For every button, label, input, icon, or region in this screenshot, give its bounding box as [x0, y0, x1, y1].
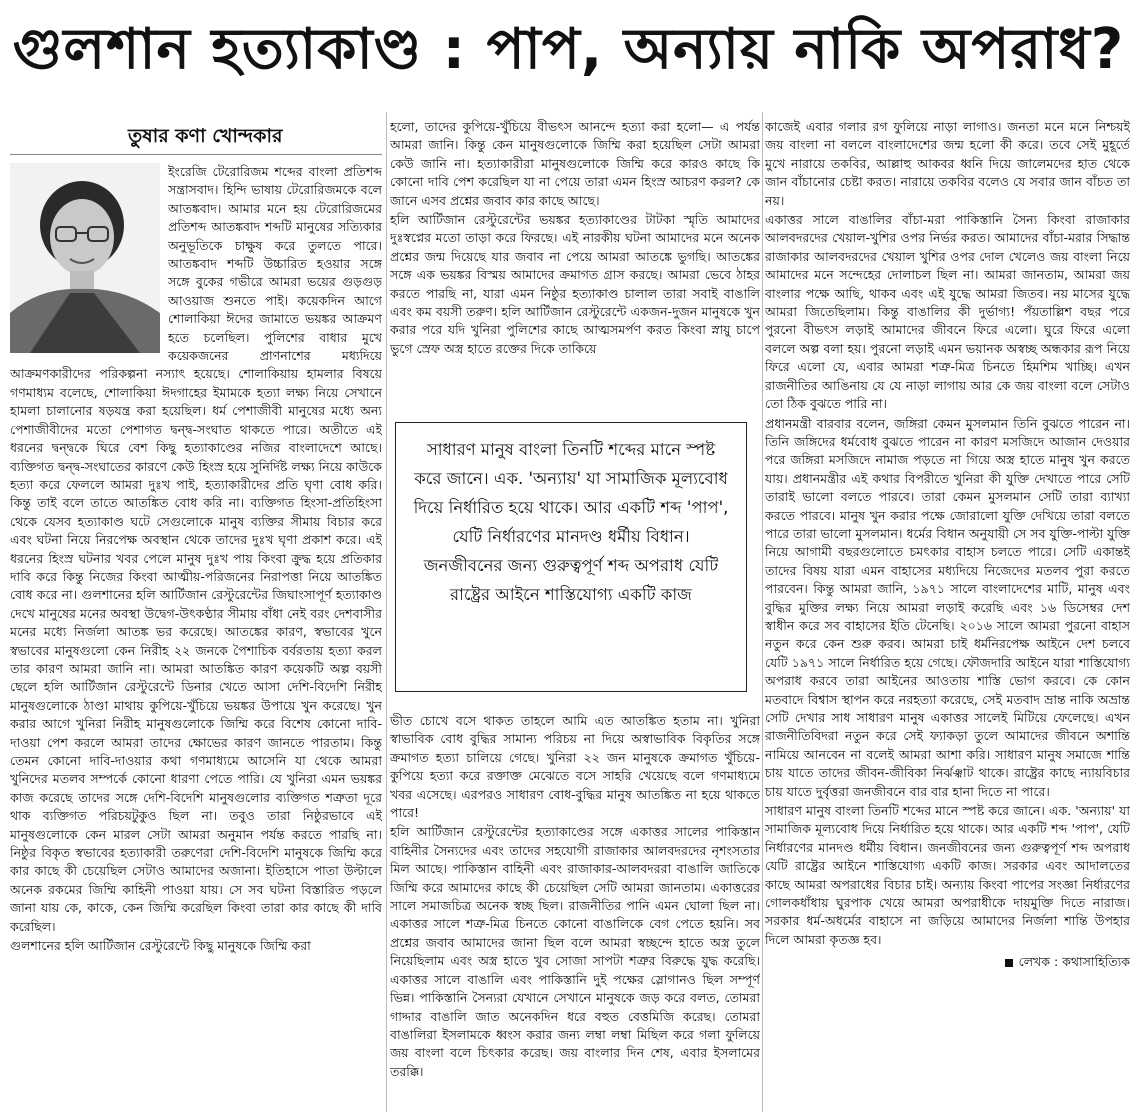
author-photo [10, 163, 160, 353]
column-divider [762, 112, 763, 1112]
paragraph: গুলশানের হলি আর্টিজান রেস্টুরেন্টে কিছু মানুষকে জিম্মি করা [10, 938, 311, 954]
author-note [765, 953, 1130, 971]
article-column-2 [390, 118, 760, 418]
column-divider [386, 112, 387, 1112]
paragraph: হলি আর্টিজান রেস্টুরেন্টের ভয়ঙ্কর হত্যাকাণ্ডের টাটকা স্মৃতি আমাদের দুঃস্বপ্নের মতো তাড়া করে ফিরছে। এই নারকীয় ঘটনা আমাদের মনে অনেক প্রশ্নের জন্ম দিয়েছে যার জবাব না পেয়ে আমরা আতঙ্কে ভুগছি। আতঙ্কের সঙ্গে এক ভয়ঙ্কর বিস্ময় আমাদের ক্রমাগত গ্রাস করছে। আমরা ভেবে ঠাহর করতে পারছি না, যারা এমন নিষ্ঠুর হত্যাকাণ্ড চালাল তারা সবাই বাঙালি এবং কম বয়সী তরুণ। হলি আর্টিজান রেস্টুরেন্টে একজন-দুজন মানুষকে খুন করার পরে যদি খুনিরা পুলিশের কাছে আত্মসমর্পণ করত কিংবা স্নায়ু চাপে ভুগে স্রেফ অস্ত্র হাতে রক্তের দিকে তাকিয়ে [390, 212, 760, 356]
paragraph: ভীত চোখে বসে থাকত তাহলে আমি এত আতঙ্কিত হতাম না। খুনিরা স্বাভাবিক বোধ বুদ্ধির সামান্য পরিচয় না দিয়ে অস্বাভাবিক বিকৃতির সঙ্গে ক্রমাগত হত্যা চালিয়ে গেছে। খুনিরা ২২ জন মানুষকে ক্রমাগত খুঁচিয়ে-কুপিয়ে হত্যা করে রক্তাক্ত মেঝেতে বসে সাহরি খেয়েছে বলে গণমাধ্যমে খবর এসেছে। এরপরও সাধারণ বোধ-বুদ্ধির মানুষ আতঙ্কিত না হয়ে থাকতে পারে! [390, 713, 760, 821]
paragraph: সাধারণ মানুষ বাংলা তিনটি শব্দের মানে স্পষ্ট করে জানে। এক. 'অন্যায়' যা সামাজিক মূল্যবোধ দিয়ে নির্ধারিত হয়ে থাকে। আর একটি শব্দ 'পাপ', যেটি নির্ধারণের মানদণ্ড ধর্মীয় বিধান। জনজীবনের জন্য গুরুত্বপূর্ণ শব্দ অপরাধ যেটি রাষ্ট্রের আইনে শাস্তিযোগ্য একটি কাজ। সরকার এবং আদালতের কাছে আমরা অপরাধের বিচার চাই। অন্যায় কিংবা পাপের সংজ্ঞা নির্ধারণের গোলকধাঁধায় ঘুরপাক খেয়ে আমরা অপরাধীকে দায়মুক্তি দিতে নারাজ। সরকার ধর্ম-অধর্মের বাহাসে না জড়িয়ে আমাদের নির্জলা শান্তি উপহার দিলে আমরা কৃতজ্ঞ হব। [765, 803, 1130, 947]
author-byline: তুষার কণা খোন্দকার [128, 125, 283, 147]
paragraph: ইংরেজি টেরোরিজম শব্দের বাংলা প্রতিশব্দ সন্ত্রাসবাদ। হিন্দি ভাষায় টেরোরিজমকে বলে আতঙ্কবাদ। আমার মনে হয় টেরোরিজমের প্রতিশব্দ আতঙ্কবাদ শব্দটি মানুষের সত্যিকার অনুভূতিকে চাক্ষুষ করে তুলতে পারে। আতঙ্কবাদ শব্দটি উচ্চারিত হওয়ার সঙ্গে সঙ্গে বুকের গভীরে আমরা ভয়ের গুড়গুড় আওয়াজ শুনতে পাই। কয়েকদিন আগে শোলাকিয়া ঈদের জামাতে ভয়ঙ্কর আক্রমণ হতে চলেছিল। পুলিশের বাধার মুখে কয়েকজনের প্রাণনাশের মধ্যদিয়ে আক্রমণকারীদের পরিকল্পনা নস্যাৎ হয়েছে। শোলাকিয়ায় হামলার বিষয়ে গণমাধ্যম বলেছে, শোলাকিয়া ঈদগাহের ইমামকে হত্যা লক্ষ্য নিয়ে সেখানে হামলা চালানোর ষড়যন্ত্র করা হয়েছিল। ধর্ম পেশাজীবী মানুষের মধ্যে অন্য পেশাজীবীদের মতো পেশাগত দ্বন্দ্ব-সংঘাত থাকতে পারে। অতীতে এই ধরনের দ্বন্দ্বকে ঘিরে বেশ কিছু হত্যাকাণ্ডের নজির বাংলাদেশে আছে। ব্যক্তিগত দ্বন্দ্ব-সংঘাতের কারণে কেউ হিংস্র হয়ে সুনির্দিষ্ট লক্ষ্য নিয়ে কাউকে হত্যা করে ফেললে আমরা দুঃখ পাই, হত্যাকারীদের প্রতি ঘৃণা বোধ করি। কিন্তু তাই বলে তাতে আতঙ্কিত বোধ করি না। ব্যক্তিগত হিংসা-প্রতিহিংসা থেকে যেসব হত্যাকাণ্ড ঘটে সেগুলোকে মানুষ ব্যক্তির সীমায় বিচার করে এবং ঘটনা নিয়ে নিরপেক্ষ অবস্থান থেকে তাদের দুঃখ ঘৃণা প্রকাশ করে। এই ধরনের হিংস্র ঘটনার খবর পেলে মানুষ দুঃখ পায় কিংবা ক্রুদ্ধ হয়ে প্রতিকার দাবি করে কিন্তু নিজের কিংবা আত্মীয়-পরিজনের নিরাপত্তা নিয়ে আতঙ্কিত বোধ করে না। গুলশানের হলি আর্টিজান রেস্টুরেন্টের জিঘাংসাপূর্ণ হত্যাকাণ্ড দেখে মানুষের মনের অবস্থা উদ্বেগ-উৎকণ্ঠার সীমায় বাঁধা নেই বরং দেশবাসীর মনের মধ্যে নির্জলা আতঙ্ক ভর করেছে। আতঙ্কের কারণ, স্বভাবের খুনে স্বভাবের মানুষগুলো কেন নিরীহ ২২ জনকে পৈশাচিক বর্বরতায় হত্যা করল তার কারণ আমরা জানি না। আমরা আতঙ্কিত কারণ কয়েকটি অল্প বয়সী ছেলে হলি আর্টিজান রেস্টুরেন্টে ডিনার খেতে আসা দেশি-বিদেশি নিরীহ মানুষগুলোকে ঠাণ্ডা মাথায় কুপিয়ে-খুঁচিয়ে ভয়ঙ্কর উপায়ে খুন করেছে। খুন করার আগে খুনিরা নিরীহ মানুষগুলোকে জিম্মি করে বিশেষ কোনো দাবি-দাওয়া পেশ করলে আমরা তাদের ক্ষোভের কারণ জানতে পারতাম। কিন্তু তেমন কোনো দাবি-দাওয়ার কথা গণমাধ্যমে আসেনি যা থেকে আমরা খুনিদের মতলব সম্পর্কে কোনো ধারণা পেতে পারি। যে খুনিরা এমন ভয়ঙ্কর কাজ করেছে তাদের সঙ্গে দেশি-বিদেশি মানুষগুলোর ব্যক্তিগত শত্রুতা দূরে থাক ব্যক্তিগত পরিচয়টুকুও ছিল না। তবুও তারা নিষ্ঠুরভাবে এই মানুষগুলোকে কেন মারল সেটা আমরা অনুমান পর্যন্ত করতে পারছি না। নিষ্ঠুর বিকৃত স্বভাবের হত্যাকারী তরুণেরা দেশি-বিদেশি মানুষকে জিম্মি করে কার কাছে কী চেয়েছিল সেটাও আমাদের অজানা। ইতিহাসে পাতা উল্টালে অনেক রকমের জিম্মি কাহিনী পাওয়া যায়। সে সব ঘটনা বিস্তারিত পড়লে জানা যায় কে, কাকে, কেন জিম্মি করেছিল কিংবা তারা কার কাছে কী দাবি করেছিল। [10, 164, 382, 934]
pull-quote-box: সাধারণ মানুষ বাংলা তিনটি শব্দের মানে স্পষ্ট করে জানে। এক. 'অন্যায়' যা সামাজিক মূল্যবোধ দিয়ে নির্ধারিত হয়ে থাকে। আর একটি শব্দ 'পাপ', যেটি নির্ধারণের মানদণ্ড ধর্মীয় বিধান। জনজীবনের জন্য গুরুত্বপূর্ণ শব্দ অপরাধ যেটি রাষ্ট্রের আইনে শাস্তিযোগ্য একটি কাজ [395, 422, 747, 692]
paragraph: হলি আর্টিজান রেস্টুরেন্টের হত্যাকাণ্ডের সঙ্গে একাত্তর সালের পাকিস্তান বাহিনীর সৈন্যদের এবং তাদের সহযোগী রাজাকার আলবদরদের নৃশংসতার মিল আছে। পাকিস্তান বাহিনী এবং রাজাকার-আলবদররা বাঙালি জাতিকে জিম্মি করে আমাদের কাছে কী চেয়েছিল সেটি আমরা জানতাম। একাত্তরের সালে সমাজচিত্র অনেক স্বচ্ছ ছিল। রাজনীতির পানি এমন ঘোলা ছিল না। একাত্তর সালে শত্রু-মিত্র চিনতে কোনো বাঙালিকে বেগ পেতে হয়নি। সব প্রশ্নের জবাব আমাদের জানা ছিল বলে আমরা স্বচ্ছন্দে হাতে অস্ত্র তুলে নিয়েছিলাম এবং অস্ত্র হাতে খুব সোজা সাপটা শত্রুর বিরুদ্ধে যুদ্ধ করেছি। একাত্তর সালে বাঙালি এবং পাকিস্তানি দুই পক্ষের স্লোগানও ছিল সম্পূর্ণ ভিন্ন। পাকিস্তানি সৈন্যরা যেখানে সেখানে মানুষকে জড় করে বলত, তোমরা গাদ্দার বাঙালি জাত অনেকদিন ধরে বহুত বেত্তমিজি করেছ। তোমরা বাঙালিরা ইসলামকে ধ্বংস করার জন্য লম্বা লম্বা মিছিল করে গলা ফুলিয়ে জয় বাংলা বলে চিৎকার করেছ। জয় বাংলার দিন শেষ, এবার ইসলামের তরক্কি। [390, 824, 760, 1079]
paragraph: হলো, তাদের কুপিয়ে-খুঁচিয়ে বীভৎস আনন্দে হত্যা করা হলো— এ পর্যন্ত আমরা জানি। কিন্তু কেন মানুষগুলোকে জিম্মি করা হয়েছিল সেটা আমরা কেউ জানি না। হত্যাকারীরা মানুষগুলোকে জিম্মি করে কারও কাছে কি কোনো দাবি পেশ করেছিল যা না পেয়ে তারা এমন হিংস্র আচরণ করল? কে জানে এসব প্রশ্নের জবাব কার কাছে আছে। [390, 119, 760, 208]
byline-rule [10, 154, 382, 155]
paragraph: একাত্তর সালে বাঙালির বাঁচা-মরা পাকিস্তানি সৈন্য কিংবা রাজাকার আলবদরদের খেয়াল-খুশির ওপর নির্ভর করত। আমাদের বাঁচা-মরার সিদ্ধান্ত রাজাকার আলবদরদের খেয়াল খুশির ওপর দোল খেলেও জয় বাংলা নিয়ে আমাদের মনে সন্দেহের দোলাচল ছিল না। আমরা জানতাম, আমরা জয় বাংলার পক্ষে আছি, থাকব এবং এই যুদ্ধে আমরা জিতব। নয় মাসের যুদ্ধে আমরা জিতেছিলাম। কিন্তু বাঙালির কী দুর্ভাগ্য! পঁয়তাল্লিশ বছর পরে পুরনো বীভৎস লড়াই আমাদের জীবনে ফিরে এলো। ঘুরে ফিরে এলো বললে অল্প বলা হয়। পুরনো লড়াই এমন ভয়ানক অস্বচ্ছ অন্ধকার রূপ নিয়ে ফিরে এলো যে, এবার আমরা শত্রু-মিত্র চিনতে হিমশিম খাচ্ছি। এখন রাজনীতির আঙিনায় যে যে নাড়া লাগায় আর কে জয় বাংলা বলে সেটাও তো ঠিক বুঝতে পারি না। [765, 212, 1130, 412]
square-bullet-icon [1005, 959, 1013, 967]
paragraph: প্রধানমন্ত্রী বারবার বলেন, জঙ্গিরা কেমন মুসলমান তিনি বুঝতে পারেন না। তিনি জঙ্গিদের ধর্মবোধ বুঝতে পারেন না কারণ মসজিদে আজান দেওয়ার পরে জঙ্গিরা মসজিদে নামাজ পড়তে না গিয়ে অস্ত্র হাতে মানুষ খুন করতে যায়। প্রধানমন্ত্রীর এই কথার বিপরীতে খুনিরা কী যুক্তি দেখাতে পারে সেটি তারাই ভালো বলতে পারবে। তারা কেমন মুসলমান সেটি তারা ব্যাখ্যা করতে পারবে। মানুষ খুন করার পক্ষে জোরালো যুক্তি দেখিয়ে তারা বলতে পারে তারা ভালো মুসলমান। ধর্মের বিধান অনুযায়ী সে সব যুক্তি-পাল্টা যুক্তি নিয়ে আগামী বছরগুলোতে চমৎকার বাহাস চলতে পারে। সেটি একান্তই তাদের বিষয় যারা এমন বাহাসের মধ্যদিয়ে নিজেদের মতলব পুরা করতে পারবেন। কিন্তু আমরা জানি, ১৯৭১ সালে বাংলাদেশের মাটি, মানুষ এবং বুদ্ধির মুক্তির লক্ষ্য নিয়ে আমরা লড়াই করেছি এবং ১৬ ডিসেম্বর দেশ স্বাধীন করে সব বাহাসের ইতি টেনেছি। ২০১৬ সালে আমরা পুরনো বাহাস নতুন করে কেন শুরু করব। আমরা চাই ধর্মনিরপেক্ষ আইনে দেশ চলবে যেটি ১৯৭১ সালে নির্ধারিত হয়ে গেছে। ফৌজদারি আইনে যারা শাস্তিযোগ্য অপরাধ করবে তারা আইনের আওতায় শাস্তি ভোগ করবে। কে কোন মতবাদে বিশ্বাস স্থাপন করে নরহত্যা করেছে, সেই মতবাদ ভ্রান্ত নাকি অভ্রান্ত সেটি দেখার সাধ সাধারণ মানুষ একাত্তর সালেই মিটিয়ে ফেলেছে। এখন রাজনীতিবিদরা নতুন করে সেই ফ্যাকড়া তুলে আমাদের জীবনে অশান্তি নামিয়ে আনবেন না বলেই আমরা আশা করি। সাধারণ মানুষ সমাজে শান্তি চায় যাতে তাদের জীবন-জীবিকা নির্ঝঞ্ঝাট থাকে। রাষ্ট্রের কাছে ন্যায়বিচার চায় যাতে দুর্বৃত্তরা জনজীবনে বার বার হানা দিতে না পারে। [765, 415, 1130, 799]
author-note-text: লেখক : কথাসাহিত্যিক [1018, 954, 1130, 970]
article-column-2-continued [390, 712, 760, 1117]
article-column-1 [10, 112, 382, 1117]
paragraph: কাজেই এবার গলার রগ ফুলিয়ে নাড়া লাগাও। জনতা মনে মনে নিশ্চয়ই জয় বাংলা না বললে বাংলাদেশের জন্ম হলো কী করে। তবে সেই মুহূর্তে মুখে নারায়ে তকবির, আল্লাহু আকবর ধ্বনি দিয়ে জালেমদের হাত থেকে জান বাঁচানোর চেষ্টা করত। নারায়ে তকবির বলেও যে সবার জান বাঁচত তা নয়। [765, 119, 1130, 208]
headline: গুলশান হত্যাকাণ্ড : পাপ, অন্যায় নাকি অপরাধ? [12, 17, 1125, 82]
article-column-3 [765, 118, 1130, 1117]
